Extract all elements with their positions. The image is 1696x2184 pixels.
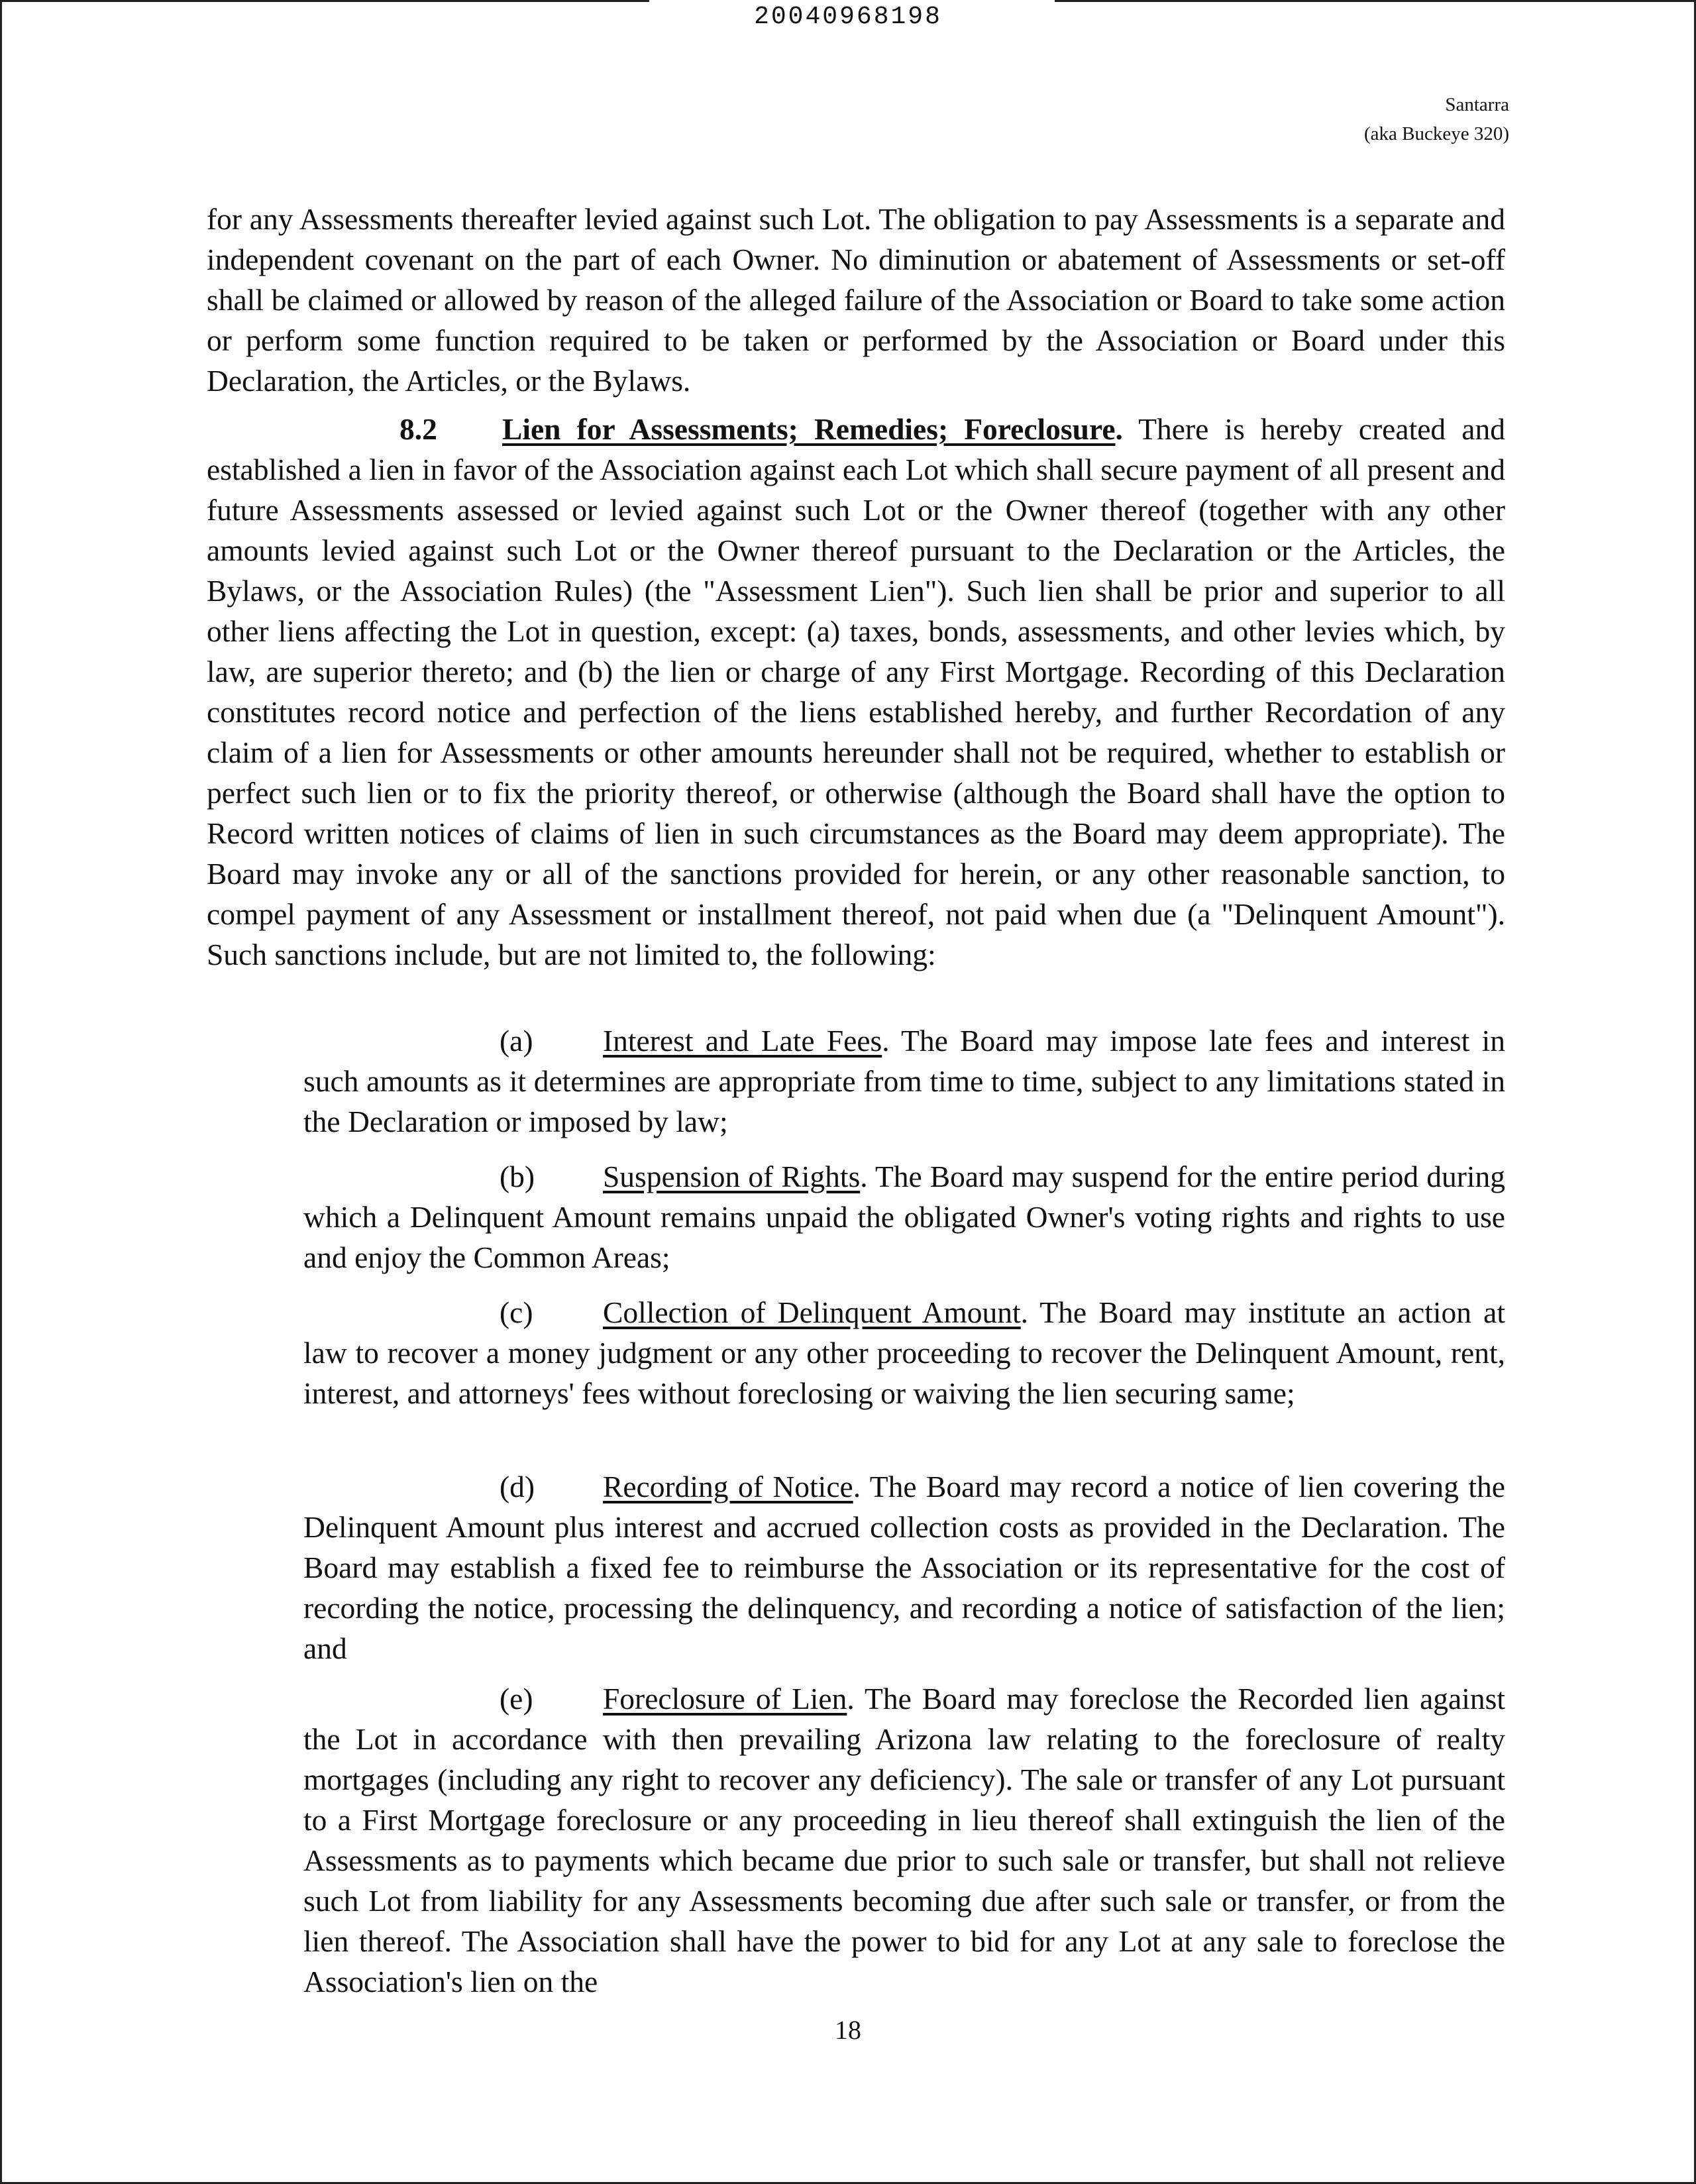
running-header <box>1364 90 1509 148</box>
item-title: Recording of Notice <box>603 1470 853 1503</box>
list-item: (e) Foreclosure of Lien. The Board may foreclose the Recorded lien against the Lot in accordance with then prevailing Arizona law relating to the foreclosure of realty mortgages (including any right to recover any deficiency). The sale or transfer of any Lot pursuant to a First Mortgage foreclosure or any proceeding in lieu thereof shall extinguish the lien of the Assessments as to payments which became due prior to such sale or transfer, but shall not relieve such Lot from liability for any Assessments becoming due after such sale or transfer, or from the lien thereof. The Association shall have the power to bid for any Lot at any sale to foreclose the Association's lien on the <box>303 1678 1505 2002</box>
item-title: Foreclosure of Lien <box>603 1682 847 1716</box>
item-label: (c) <box>500 1295 533 1329</box>
paragraph-continuation <box>207 199 1505 401</box>
section-number: 8.2 <box>399 412 437 446</box>
item-title: Collection of Delinquent Amount <box>603 1295 1021 1329</box>
item-label: (a) <box>500 1024 533 1058</box>
list-item: (d) Recording of Notice. The Board may record a notice of lien covering the Delinquent Amount plus interest and accrued collection costs as provided in the Declaration. The Board may establish a fixed fee to reimburse the Association or its representative for the cost of recording the notice, processing the delinquency, and recording a notice of satisfaction of the lien; and <box>303 1466 1505 1668</box>
item-label: (e) <box>500 1682 533 1716</box>
section-body: There is hereby created and established a lien in favor of the Association against each Lot which shall secure payment of all present and future Assessments assessed or levied against such Lot or the Owner thereof (together with any other amounts levied against such Lot or the Owner thereof pursuant to the Declaration or the Articles, the Bylaws, or the Association Rules) (the "Assessment Lien"). Such lien shall be prior and superior to all other liens affecting the Lot in question, except: (a) taxes, bonds, assessments, and other levies which, by law, are superior thereto; and (b) the lien or charge of any First Mortgage. Recording of this Declaration constitutes record notice and perfection of the liens established hereby, and further Recordation of any claim of a lien for Assessments or other amounts hereunder shall not be required, whether to establish or perfect such lien or to fix the priority thereof, or otherwise (although the Board shall have the option to Record written notices of claims of lien in such circumstances as the Board may deem appropriate). The Board may invoke any or all of the sanctions provided for herein, or any other reasonable sanction, to compel payment of any Assessment or installment thereof, not paid when due (a "Delinquent Amount"). Such sanctions include, but are not limited to, the following: <box>207 412 1505 971</box>
item-text: The Board may institute an action at law to recover a money judgment or any other proceeding to recover the Delinquent Amount, rent, interest, and attorneys' fees without foreclosing or waiving the lien securing same; <box>303 1295 1505 1410</box>
header-project-alias: (aka Buckeye 320) <box>1363 123 1509 144</box>
paragraph-text: for any Assessments thereafter levied against such Lot. The obligation to pay Assessments is a separate and independent covenant on the part of each Owner. No diminution or abatement of Assessments or set-off shall be claimed or allowed by reason of the alleged failure of the Association or Board to take some action or perform some function required to be taken or performed by the Association or Board under this Declaration, the Articles, or the Bylaws. <box>207 202 1505 398</box>
section-8-2-paragraph: 8.2 Lien for Assessments; Remedies; Foreclosure. There is hereby created and established a lien in favor of the Association against each Lot which shall secure payment of all present and future Assessments assessed or levied against such Lot or the Owner thereof (together with any other amounts levied against such Lot or the Owner thereof pursuant to the Declaration or the Articles, the Bylaws, or the Association Rules) (the "Assessment Lien"). Such lien shall be prior and superior to all other liens affecting the Lot in question, except: (a) taxes, bonds, assessments, and other levies which, by law, are superior thereto; and (b) the lien or charge of any First Mortgage. Recording of this Declaration constitutes record notice and perfection of the liens established hereby, and further Recordation of any claim of a lien for Assessments or other amounts hereunder shall not be required, whether to establish or perfect such lien or to fix the priority thereof, or otherwise (although the Board shall have the option to Record written notices of claims of lien in such circumstances as the Board may deem appropriate). The Board may invoke any or all of the sanctions provided for herein, or any other reasonable sanction, to compel payment of any Assessment or installment thereof, not paid when due (a "Delinquent Amount"). Such sanctions include, but are not limited to, the following: <box>207 409 1505 975</box>
item-text: The Board may record a notice of lien covering the Delinquent Amount plus interest and accrued collection costs as provided in the Declaration. The Board may establish a fixed fee to reimburse the Association or its representative for the cost of recording the notice, processing the delinquency, and recording a notice of satisfaction of the lien; and <box>303 1470 1506 1665</box>
item-text: The Board may foreclose the Recorded lien against the Lot in accordance with then prevailing Arizona law relating to the foreclosure of realty mortgages (including any right to recover any deficiency). The sale or transfer of any Lot pursuant to a First Mortgage foreclosure or any proceeding in lieu thereof shall extinguish the lien of the Assessments as to payments which became due prior to such sale or transfer, but shall not relieve such Lot from liability for any Assessments becoming due after such sale or transfer, or from the lien thereof. The Association shall have the power to bid for any Lot at any sale to foreclose the Association's lien on the <box>303 1682 1505 1998</box>
item-label: (b) <box>500 1160 535 1193</box>
item-title: Interest and Late Fees <box>603 1024 882 1058</box>
document-number: 20040968198 <box>754 3 942 31</box>
item-text: The Board may impose late fees and interest in such amounts as it determines are appropriate from time to time, subject to any limitations stated in the Declaration or imposed by law; <box>303 1024 1505 1138</box>
item-label: (d) <box>500 1470 535 1503</box>
page-number: 18 <box>835 2015 861 2045</box>
list-item: (a) Interest and Late Fees. The Board may impose late fees and interest in such amounts as it determines are appropriate from time to time, subject to any limitations stated in the Declaration or imposed by law; <box>303 1020 1505 1142</box>
page-border-top-left <box>0 0 649 2</box>
item-title: Suspension of Rights <box>603 1160 861 1193</box>
page-border-top-right <box>1055 0 1696 2</box>
list-item: (b) Suspension of Rights. The Board may suspend for the entire period during which a Delinquent Amount remains unpaid the obligated Owner's voting rights and rights to use and enjoy the Common Areas; <box>303 1156 1505 1278</box>
header-project-name: Santarra <box>1445 94 1509 115</box>
section-heading: Lien for Assessments; Remedies; Foreclosure <box>502 412 1116 446</box>
list-item: (c) Collection of Delinquent Amount. The Board may institute an action at law to recover a money judgment or any other proceeding to recover the Delinquent Amount, rent, interest, and attorneys' fees without foreclosing or waiving the lien securing same; <box>303 1292 1505 1413</box>
page-border-left <box>0 0 2 2184</box>
item-text: The Board may suspend for the entire period during which a Delinquent Amount remains unpaid the obligated Owner's voting rights and rights to use and enjoy the Common Areas; <box>303 1160 1505 1274</box>
